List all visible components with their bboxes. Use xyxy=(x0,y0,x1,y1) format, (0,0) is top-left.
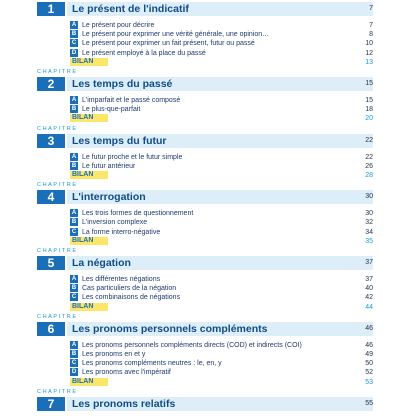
section-title: Le futur antérieur xyxy=(82,162,136,170)
section-title: Les pronoms en et y xyxy=(82,350,146,358)
toc-entry[interactable] xyxy=(67,284,373,293)
chapter-page-number: 15 xyxy=(365,80,373,87)
toc-entry[interactable] xyxy=(67,218,373,227)
section-title: Les différentes négations xyxy=(82,276,161,283)
section-page-number: 8 xyxy=(369,31,373,39)
section-letter-badge: C xyxy=(71,294,77,301)
toc-entry[interactable] xyxy=(67,350,373,359)
chapter-page-number: 22 xyxy=(365,136,373,144)
bilan-label: BILAN xyxy=(70,114,108,122)
section-title: Les combinaisons de négations xyxy=(82,294,181,302)
section-letter-badge: D xyxy=(71,49,77,56)
section-page-number: 40 xyxy=(365,285,373,293)
toc-entry[interactable] xyxy=(67,153,373,162)
chapter-title: L'interrogation xyxy=(67,190,373,204)
section-title: L'imparfait et le passé composé xyxy=(82,97,181,104)
section-page-number: 49 xyxy=(365,350,373,358)
section-page-number: 15 xyxy=(365,97,373,104)
chapter-number: 3 xyxy=(37,134,65,148)
section-title: Le présent pour décrire xyxy=(82,22,155,29)
chapter-title: Le présent de l'indicatif xyxy=(67,2,373,16)
toc-entry[interactable] xyxy=(67,21,373,30)
toc-entry[interactable] xyxy=(67,162,373,171)
chapter-page-number: 55 xyxy=(365,399,373,407)
bilan-entry[interactable] xyxy=(67,237,373,246)
section-letter-badge: D xyxy=(71,369,77,376)
bilan-label: BILAN xyxy=(70,378,108,386)
section-letter-badge: A xyxy=(71,153,77,160)
toc-entry[interactable] xyxy=(67,105,373,114)
toc-entry[interactable] xyxy=(67,368,373,377)
section-page-number: 46 xyxy=(365,341,373,349)
chapter-number: 4 xyxy=(37,190,65,204)
section-letter-badge: B xyxy=(71,219,77,226)
chapter-header[interactable] xyxy=(37,322,373,336)
bilan-label: BILAN xyxy=(70,58,108,66)
toc-entry[interactable] xyxy=(67,341,373,350)
chapter-header[interactable] xyxy=(37,190,373,204)
chapter-header[interactable] xyxy=(37,256,373,270)
bilan-page-number: 20 xyxy=(365,115,373,123)
chapter-2 xyxy=(37,69,373,124)
section-title: Le présent pour exprimer un fait présent, futur ou passé xyxy=(82,40,255,48)
section-letter-badge: A xyxy=(71,210,77,217)
section-letter-badge: C xyxy=(71,360,77,367)
bilan-label: BILAN xyxy=(70,171,108,179)
section-title: Le présent pour exprimer une vérité générale, une opinion… xyxy=(82,31,270,39)
section-title: Les pronoms avec l'impératif xyxy=(82,369,171,377)
bilan-page-number: 44 xyxy=(365,303,373,311)
chapter-label: CHAPITRE xyxy=(37,248,78,254)
chapter-header[interactable] xyxy=(37,2,373,16)
chapter-number: 1 xyxy=(37,2,65,16)
section-page-number: 50 xyxy=(365,360,373,368)
bilan-page-number: 28 xyxy=(365,171,373,179)
section-page-number: 18 xyxy=(365,106,373,114)
chapter-4 xyxy=(37,182,373,246)
chapter-5 xyxy=(37,248,373,312)
section-title: Le futur proche et le futur simple xyxy=(82,153,183,161)
chapter-page-number: 46 xyxy=(365,324,373,332)
chapter-page-number: 30 xyxy=(365,193,373,201)
section-letter-badge: A xyxy=(71,22,77,28)
section-letter-badge: C xyxy=(71,40,77,47)
chapter-label: CHAPITRE xyxy=(37,125,78,132)
section-page-number: 34 xyxy=(365,228,373,236)
section-title: Cas particuliers de la négation xyxy=(82,285,177,293)
toc-entry[interactable] xyxy=(67,228,373,237)
toc-entry[interactable] xyxy=(67,293,373,302)
toc-entry[interactable] xyxy=(67,30,373,39)
chapter-label: CHAPITRE xyxy=(37,69,78,75)
toc-entry[interactable] xyxy=(67,49,373,58)
section-page-number: 32 xyxy=(365,219,373,227)
section-letter-badge: A xyxy=(71,341,77,348)
chapter-6 xyxy=(37,314,373,387)
section-page-number: 7 xyxy=(369,22,373,29)
chapter-title: Les temps du futur xyxy=(67,134,373,148)
section-page-number: 42 xyxy=(365,294,373,302)
chapter-page-number: 7 xyxy=(369,5,373,12)
chapter-label: CHAPITRE xyxy=(37,182,78,189)
chapter-number: 5 xyxy=(37,256,65,270)
toc-entry[interactable] xyxy=(67,359,373,368)
section-page-number: 12 xyxy=(365,49,373,57)
section-page-number: 10 xyxy=(365,40,373,48)
bilan-entry[interactable] xyxy=(67,114,373,123)
toc-entry[interactable] xyxy=(67,39,373,48)
section-page-number: 26 xyxy=(365,162,373,170)
section-letter-badge: B xyxy=(71,350,77,357)
section-title: Les pronoms personnels compléments directs (COD) et indirects (COI) xyxy=(82,341,302,349)
section-page-number: 52 xyxy=(365,369,373,377)
chapter-label: CHAPITRE xyxy=(37,313,78,320)
chapter-number: 6 xyxy=(37,322,65,336)
section-title: Les pronoms compléments neutres : le, en, y xyxy=(82,360,222,368)
chapter-number: 2 xyxy=(37,77,65,91)
chapter-3 xyxy=(37,126,373,181)
section-letter-badge: A xyxy=(71,97,77,103)
section-title: Le présent employé à la place du passé xyxy=(82,49,206,57)
section-letter-badge: B xyxy=(71,162,77,169)
section-letter-badge: B xyxy=(71,285,77,292)
chapter-number: 7 xyxy=(37,397,65,411)
toc-entry[interactable] xyxy=(67,209,373,218)
chapter-title: Les pronoms relatifs xyxy=(67,397,373,411)
chapter-header[interactable] xyxy=(37,77,373,91)
section-title: La forme interro-négative xyxy=(82,228,161,236)
chapter-1 xyxy=(37,2,373,67)
toc-entry[interactable] xyxy=(67,275,373,284)
bilan-entry[interactable] xyxy=(67,378,373,387)
bilan-label: BILAN xyxy=(70,303,108,311)
section-page-number: 37 xyxy=(365,276,373,283)
bilan-page-number: 35 xyxy=(365,237,373,245)
chapter-header[interactable] xyxy=(37,134,373,148)
section-page-number: 30 xyxy=(365,210,373,218)
bilan-entry[interactable] xyxy=(67,58,373,67)
section-letter-badge: B xyxy=(71,31,77,38)
section-letter-badge: C xyxy=(71,228,77,235)
chapter-title: La négation xyxy=(67,256,373,270)
bilan-entry[interactable] xyxy=(67,171,373,180)
bilan-page-number: 13 xyxy=(365,58,373,66)
section-letter-badge: B xyxy=(71,106,77,113)
bilan-page-number: 53 xyxy=(365,378,373,386)
section-title: L'inversion complexe xyxy=(82,219,148,227)
section-page-number: 22 xyxy=(365,153,373,161)
section-title: Les trois formes de questionnement xyxy=(82,210,194,218)
chapter-label: CHAPITRE xyxy=(37,388,78,395)
chapter-title: Les temps du passé xyxy=(67,77,373,91)
bilan-label: BILAN xyxy=(70,237,108,245)
chapter-page-number: 37 xyxy=(365,259,373,266)
bilan-entry[interactable] xyxy=(67,303,373,312)
section-letter-badge: A xyxy=(71,276,77,282)
chapter-7 xyxy=(37,389,373,416)
chapter-header[interactable] xyxy=(37,397,373,411)
chapter-title: Les pronoms personnels compléments xyxy=(67,322,373,336)
section-title: Le plus-que-parfait xyxy=(82,106,141,114)
toc-entry[interactable] xyxy=(67,96,373,105)
